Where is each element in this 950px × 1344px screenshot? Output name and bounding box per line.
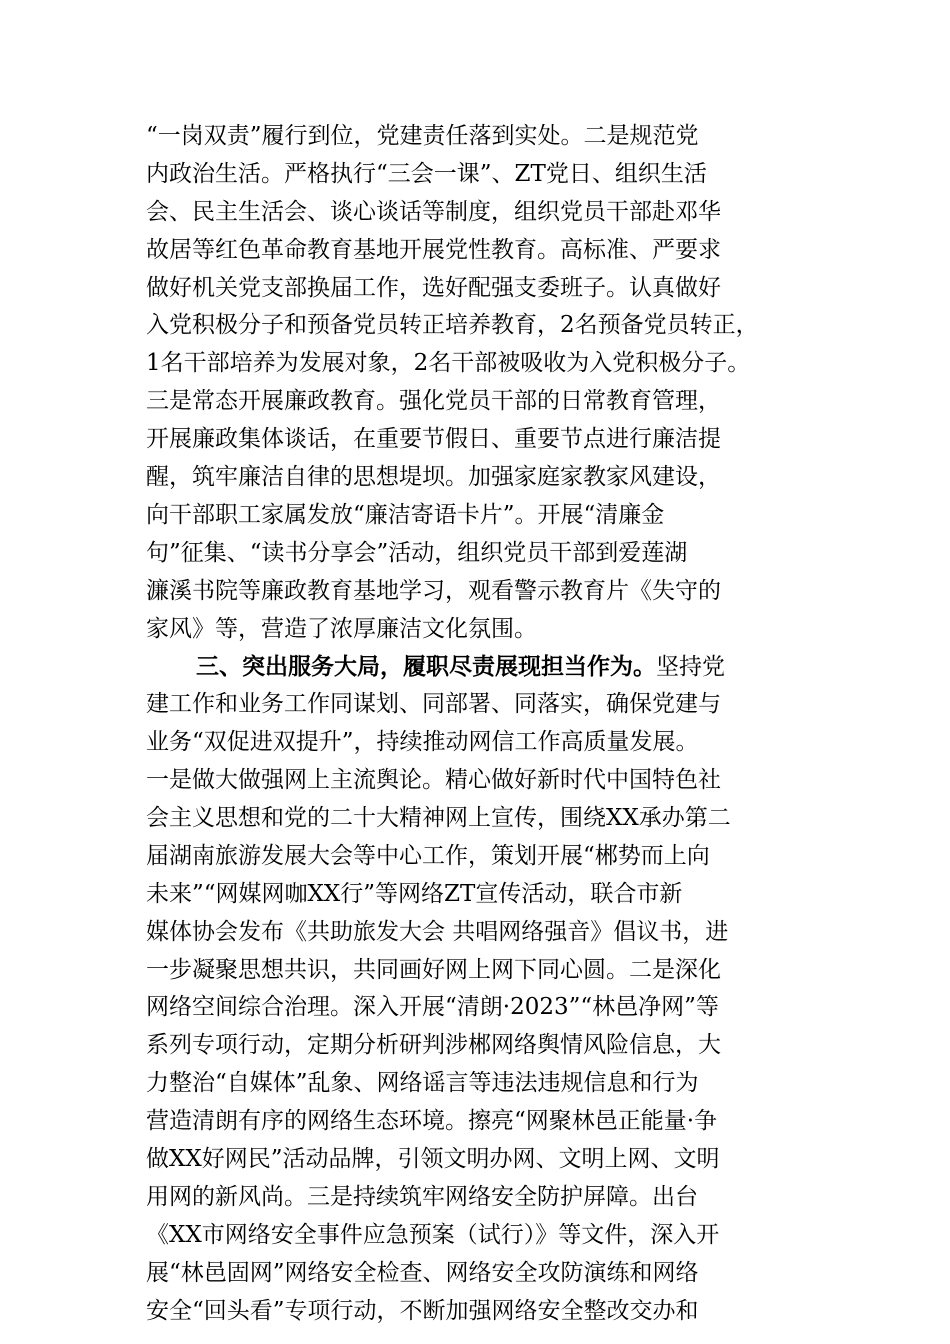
text-line: 醒，筑牢廉洁自律的思想堤坝。加强家庭家教家风建设， bbox=[146, 464, 721, 491]
text-line: 做XX好网民”活动品牌，引领文明办网、文明上网、文明 bbox=[146, 1146, 720, 1173]
document-body bbox=[146, 118, 836, 1331]
section-heading-line-rest: 坚持党 bbox=[656, 654, 725, 681]
text-line: 入党积极分子和预备党员转正培养教育，2名预备党员转正， bbox=[146, 312, 759, 339]
text-line: 建工作和业务工作同谋划、同部署、同落实，确保党建与 bbox=[146, 691, 721, 718]
text-line: 句”征集、“读书分享会”活动，组织党员干部到爱莲湖 bbox=[146, 539, 688, 566]
text-line: 1名干部培养为发展对象，2名干部被吸收为入党积极分子。 bbox=[146, 350, 751, 377]
section-heading: 三、突出服务大局，履职尽责展现担当作为。 bbox=[196, 653, 656, 681]
text-line: 内政治生活。严格执行“三会一课”、ZT党日、组织生活 bbox=[146, 160, 707, 187]
text-line: 展“林邑固网”网络安全检查、网络安全攻防演练和网络 bbox=[146, 1259, 699, 1286]
text-line: 《XX市网络安全事件应急预案（试行）》等文件，深入开 bbox=[146, 1221, 720, 1248]
text-line: 营造清朗有序的网络生态环境。擦亮“网聚林邑正能量·争 bbox=[146, 1108, 718, 1135]
text-line: “一岗双责”履行到位，党建责任落到实处。二是规范党 bbox=[146, 123, 699, 149]
text-line: 一步凝聚思想共识，共同画好网上网下同心圆。二是深化 bbox=[146, 956, 721, 983]
section-heading-line bbox=[146, 648, 836, 686]
text-line: 家风》等，营造了浓厚廉洁文化氛围。 bbox=[146, 615, 537, 642]
text-line: 一是做大做强网上主流舆论。精心做好新时代中国特色社 bbox=[146, 767, 721, 794]
text-line: 网络空间综合治理。深入开展“清朗·2023”“林邑净网”等 bbox=[146, 994, 719, 1021]
paragraph-serve-overall bbox=[146, 686, 836, 1330]
text-line: 用网的新风尚。三是持续筑牢网络安全防护屏障。出台 bbox=[146, 1183, 698, 1210]
text-line: 媒体协会发布《共助旅发大会 共唱网络强音》倡议书，进 bbox=[146, 918, 729, 945]
text-line: 安全“回头看”专项行动，不断加强网络安全整改交办和 bbox=[146, 1297, 699, 1324]
text-line: 做好机关党支部换届工作，选好配强支委班子。认真做好 bbox=[146, 274, 721, 301]
text-line: 会主义思想和党的二十大精神网上宣传，围绕XX承办第二 bbox=[146, 805, 731, 832]
text-line: 开展廉政集体谈话，在重要节假日、重要节点进行廉洁提 bbox=[146, 426, 721, 453]
text-line: 三是常态开展廉政教育。强化党员干部的日常教育管理， bbox=[146, 388, 721, 415]
text-line: 业务“双促进双提升”，持续推动网信工作高质量发展。 bbox=[146, 729, 699, 756]
text-line: 未来”“网媒网咖XX行”等网络ZT宣传活动，联合市新 bbox=[146, 880, 683, 907]
text-line: 濂溪书院等廉政教育基地学习，观看警示教育片《失守的 bbox=[146, 577, 721, 604]
text-line: 届湖南旅游发展大会等中心工作，策划开展“郴势而上向 bbox=[146, 842, 710, 869]
text-line: 向干部职工家属发放“廉洁寄语卡片”。开展“清廉金 bbox=[146, 501, 665, 528]
text-line: 会、民主生活会、谈心谈话等制度，组织党员干部赴邓华 bbox=[146, 198, 721, 225]
paragraph-party-discipline bbox=[146, 118, 836, 648]
text-line: 力整治“自媒体”乱象、网络谣言等违法违规信息和行为 bbox=[146, 1070, 699, 1097]
text-line: 系列专项行动，定期分析研判涉郴网络舆情风险信息，大 bbox=[146, 1032, 721, 1059]
text-line: 故居等红色革命教育基地开展党性教育。高标准、严要求 bbox=[146, 236, 721, 263]
